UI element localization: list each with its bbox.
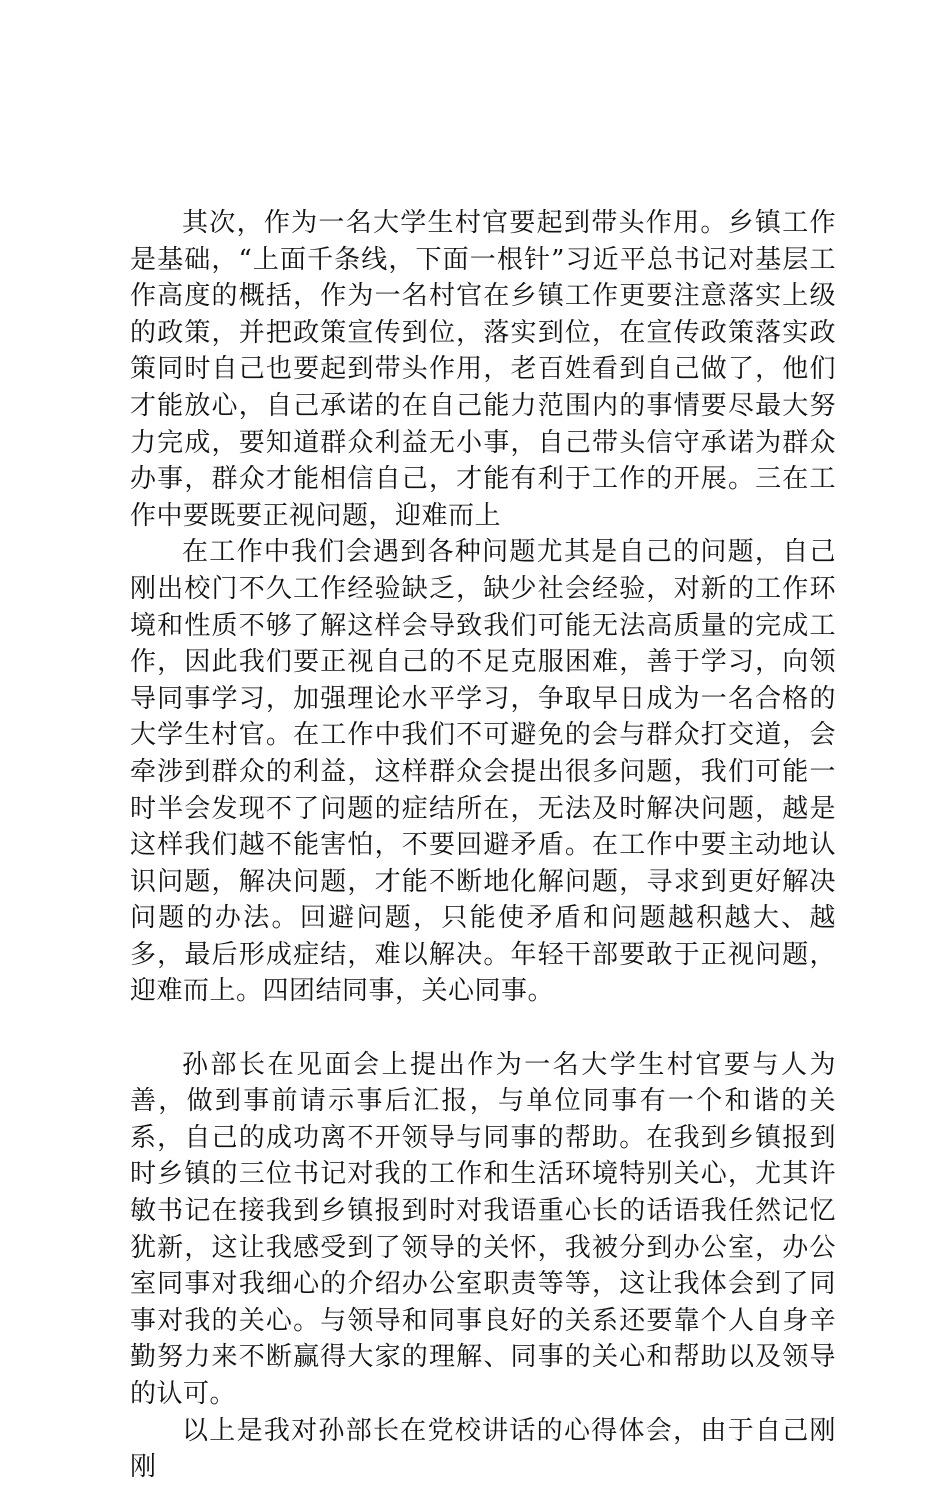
paragraph-gap <box>130 1010 836 1047</box>
paragraph-leadership-role: 其次，作为一名大学生村官要起到带头作用。乡镇工作是基础，“上面千条线，下面一根针”习近平总书记对基层工作高度的概括，作为一名村官在乡镇工作更要注意落实上级的政策，并把政策宣传到位，落实到位，在宣传政策落实政策同时自己也要起到带头作用，老百姓看到自己做了，他们才能放心，自己承诺的在自己能力范围内的事情要尽最大努力完成，要知道群众利益无小事，自己带头信守承诺为群众办事，群众才能相信自己，才能有利于工作的开展。三在工作中要既要正视问题，迎难而上 <box>130 208 836 531</box>
paragraph-unite-colleagues: 孙部长在见面会上提出作为一名大学生村官要与人为善，做到事前请示事后汇报，与单位同事有一个和谐的关系，自己的成功离不开领导与同事的帮助。在我到乡镇报到时乡镇的三位书记对我的工作和生活环境特别关心，尤其许敏书记在接我到乡镇报到时对我语重心长的话语我任然记忆犹新，这让我感受到了领导的关怀，我被分到办公室，办公室同事对我细心的介绍办公室职责等等，这让我体会到了同事对我的关心。与领导和同事良好的关系还要靠个人自身辛勤努力来不断赢得大家的理解、同事的关心和帮助以及领导的认可。 <box>130 1049 836 1409</box>
paragraph-face-problems: 在工作中我们会遇到各种问题尤其是自己的问题，自己刚出校门不久工作经验缺乏，缺少社会经验，对新的工作环境和性质不够了解这样会导致我们可能无法高质量的完成工作，因此我们要正视自己的不足克服困难，善于学习，向领导同事学习，加强理论水平学习，争取早日成为一名合格的大学生村官。在工作中我们不可避免的会与群众打交道，会牵涉到群众的利益，这样群众会提出很多问题，我们可能一时半会发现不了问题的症结所在，无法及时解决问题，越是这样我们越不能害怕，不要回避矛盾。在工作中要主动地认识问题，解决问题，才能不断地化解问题，寻求到更好解决问题的办法。回避问题，只能使矛盾和问题越积越大、越多，最后形成症结，难以解决。年轻干部要敢于正视问题，迎难而上。四团结同事，关心同事。 <box>130 537 836 1007</box>
document-body <box>130 205 836 1486</box>
paragraph-conclusion: 以上是我对孙部长在党校讲话的心得体会，由于自己刚刚 <box>130 1415 836 1483</box>
